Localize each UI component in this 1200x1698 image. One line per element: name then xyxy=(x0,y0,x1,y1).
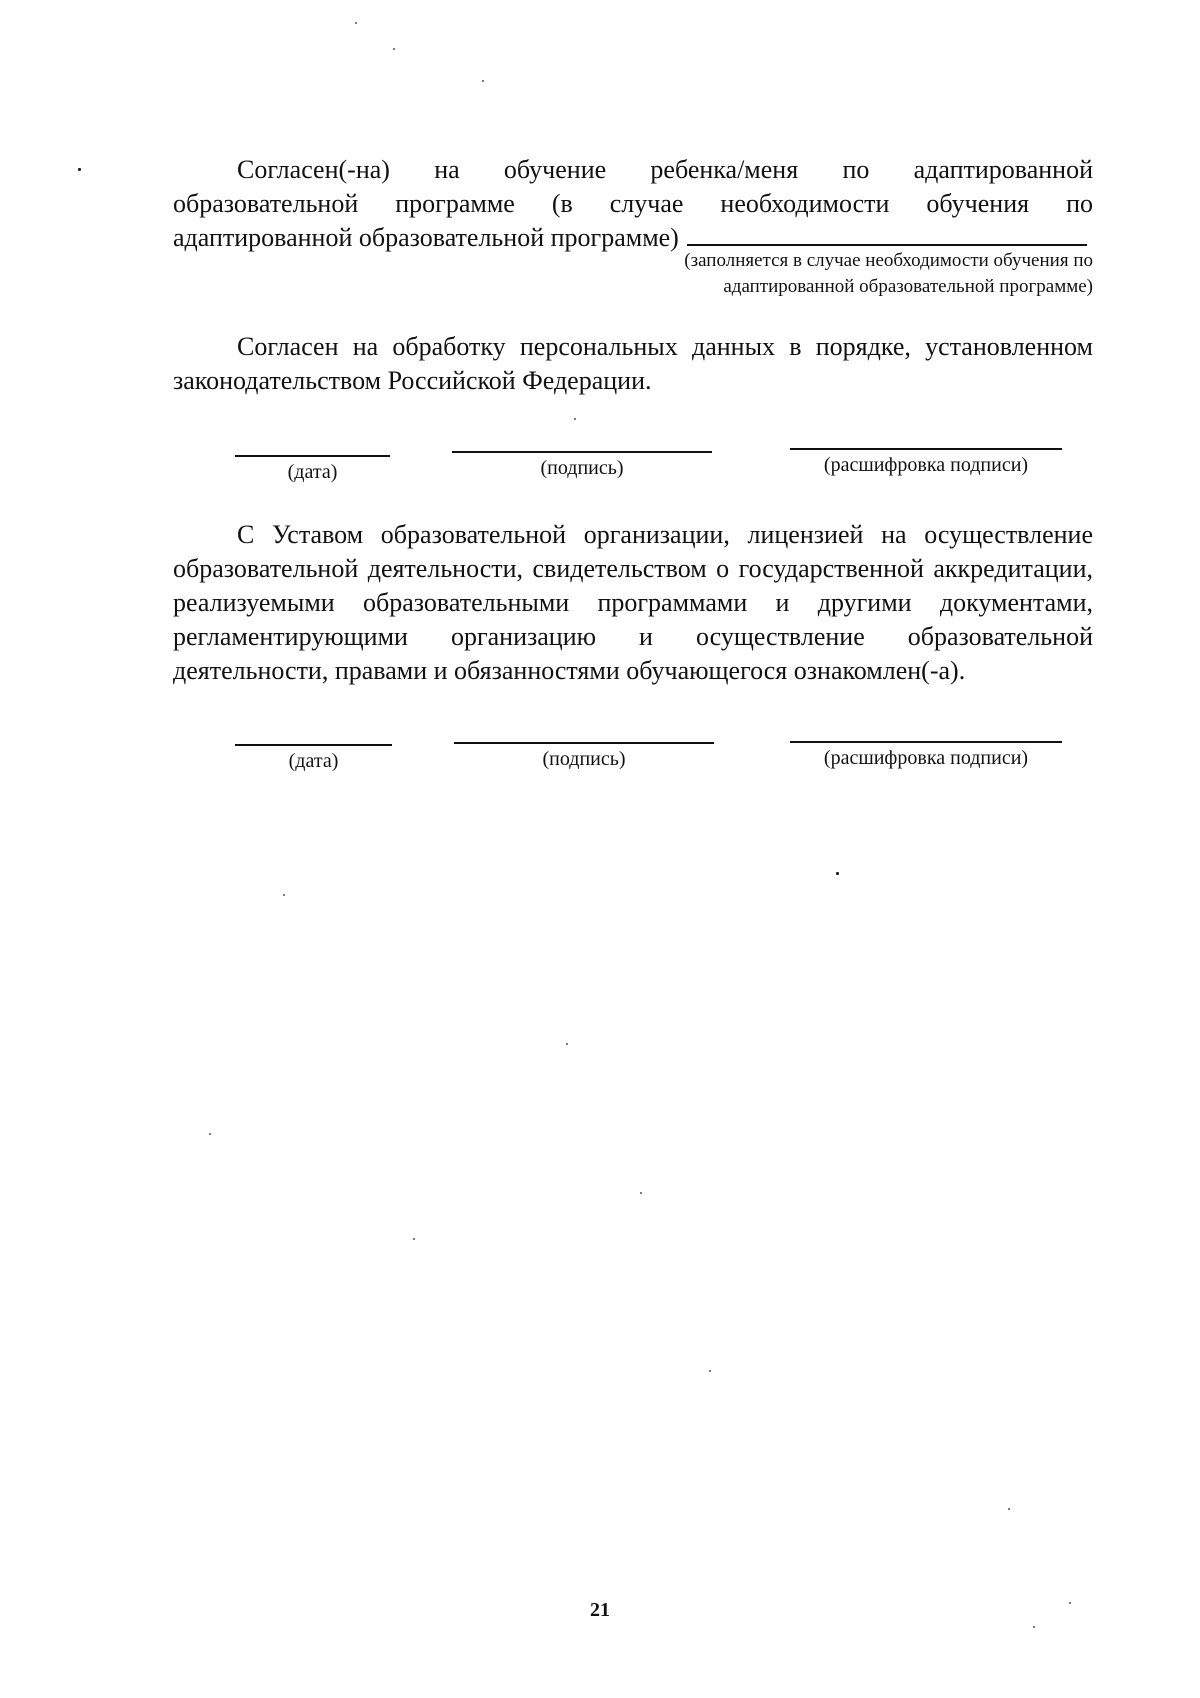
fill-hint-line: адаптированной образовательной программе) xyxy=(723,276,1093,297)
paragraph-line: деятельности, правами и обязанностями обучающегося ознакомлен(-а). xyxy=(173,656,966,685)
paragraph-line: Согласен на обработку персональных данных в порядке, установленном xyxy=(237,332,1093,361)
paragraph-line: Согласен(-на) на обучение ребенка/меня по адаптированной xyxy=(237,155,1093,184)
scan-speck xyxy=(1008,1508,1010,1510)
date-field xyxy=(235,744,392,773)
paragraph-line: законодательством Российской Федерации. xyxy=(173,366,652,395)
signature-block-2 xyxy=(0,744,1200,804)
scan-speck xyxy=(78,168,81,171)
paragraph-line: реализуемыми образовательными программами и другими документами, xyxy=(173,588,1093,617)
signature-decoding-label: (расшифровка подписи) xyxy=(823,454,1029,476)
page-number: 21 xyxy=(590,1599,610,1621)
signature-decoding-line xyxy=(790,741,1062,743)
paragraph-line: образовательной деятельности, свидетельством о государственной аккредитации, xyxy=(173,554,1093,583)
scan-speck xyxy=(1033,1626,1035,1628)
fill-hint-line: (заполняется в случае необходимости обучения по xyxy=(684,250,1093,271)
adapted-program-fill-line xyxy=(687,222,1087,246)
paragraph-line: регламентирующими организацию и осуществление образовательной xyxy=(173,622,1093,651)
scan-speck xyxy=(709,1370,711,1372)
paragraph-line-text: адаптированной образовательной программе) xyxy=(173,223,679,252)
signature-field xyxy=(454,742,714,771)
scan-speck xyxy=(355,22,357,24)
signature-block-1 xyxy=(0,455,1200,515)
signature-label: (подпись) xyxy=(542,748,626,770)
scan-speck xyxy=(1069,1602,1071,1604)
signature-line xyxy=(452,451,712,453)
acknowledgement-paragraph xyxy=(173,518,1093,688)
scan-speck xyxy=(283,894,285,896)
signature-decoding-field xyxy=(790,741,1062,770)
paragraph-line: С Уставом образовательной организации, лицензией на осуществление xyxy=(237,520,1093,549)
consent-adapted-program-paragraph xyxy=(173,153,1093,255)
date-field xyxy=(235,455,390,484)
signature-decoding-field xyxy=(790,448,1062,477)
paragraph-line: образовательной программе (в случае необходимости обучения по xyxy=(173,189,1093,218)
scan-speck xyxy=(640,1192,642,1194)
date-label: (дата) xyxy=(288,750,339,772)
signature-line xyxy=(454,742,714,744)
personal-data-consent-paragraph xyxy=(173,330,1093,398)
scan-speck xyxy=(393,48,395,50)
signature-decoding-label: (расшифровка подписи) xyxy=(823,747,1029,769)
fill-hint xyxy=(573,248,1093,300)
date-line xyxy=(235,744,392,746)
scan-speck xyxy=(574,418,576,420)
scan-speck xyxy=(209,1133,211,1135)
scan-speck xyxy=(482,80,484,82)
scan-speck xyxy=(566,1043,568,1045)
signature-decoding-line xyxy=(790,448,1062,450)
signature-field xyxy=(452,451,712,480)
scan-speck xyxy=(836,872,839,875)
date-line xyxy=(235,455,390,457)
scan-speck xyxy=(413,1238,415,1240)
signature-label: (подпись) xyxy=(540,457,624,479)
date-label: (дата) xyxy=(287,461,338,483)
